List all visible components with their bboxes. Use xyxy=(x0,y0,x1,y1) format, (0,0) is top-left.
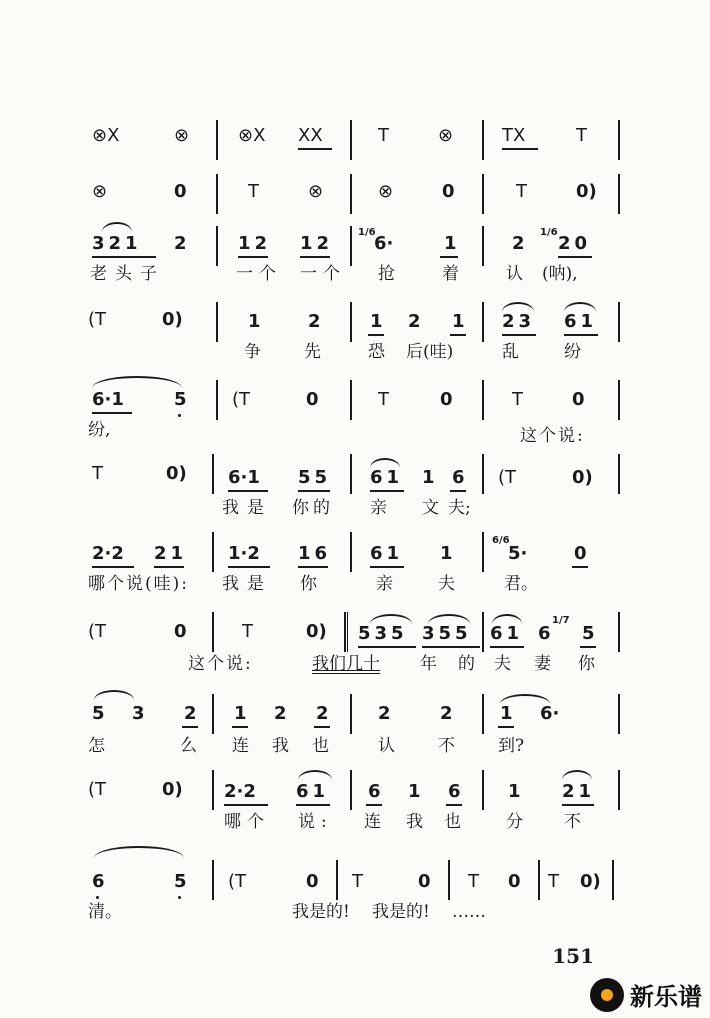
barline xyxy=(350,302,352,342)
lyric: 妻 xyxy=(534,654,551,674)
lyric: 夫; xyxy=(448,498,471,518)
note: T xyxy=(242,621,253,642)
underline xyxy=(228,566,270,568)
note: 0 xyxy=(418,871,431,892)
underline xyxy=(564,334,598,336)
double-barline xyxy=(344,612,348,652)
lyric: 恐 xyxy=(368,342,385,362)
note: 0 xyxy=(508,871,521,892)
lyric: 我是 xyxy=(222,498,272,518)
note: T xyxy=(92,463,103,484)
barline xyxy=(618,612,620,652)
barline xyxy=(350,380,352,420)
note: (T xyxy=(228,871,247,892)
note: 0) xyxy=(572,467,593,488)
note: 2 xyxy=(308,311,321,332)
barline xyxy=(212,454,214,494)
underline xyxy=(92,256,156,258)
underline xyxy=(558,256,592,258)
lyric: 清。 xyxy=(88,902,122,922)
grace-note: 1/6 xyxy=(358,227,376,238)
lyric: 到? xyxy=(498,736,525,756)
note: 1 xyxy=(422,467,435,488)
underline xyxy=(300,256,330,258)
lyric: 后(哇) xyxy=(406,342,454,362)
lyric: 不 xyxy=(438,736,455,756)
barline xyxy=(618,770,620,810)
lyric: 么 xyxy=(180,736,197,756)
note: T xyxy=(352,871,363,892)
slur xyxy=(92,376,182,388)
barline xyxy=(482,120,484,160)
record-disc-icon xyxy=(590,978,624,1012)
underline xyxy=(422,646,480,648)
note: 6 xyxy=(92,871,105,892)
lyric: 哪个说(哇): xyxy=(88,574,189,594)
note: ⊗ xyxy=(378,181,394,202)
barline xyxy=(618,380,620,420)
note: 61 xyxy=(490,623,524,644)
lyric: 怎 xyxy=(88,736,105,756)
grace-note: 1/6 xyxy=(540,227,558,238)
lyric: 连 xyxy=(232,736,249,756)
underline xyxy=(580,646,596,648)
note: 0) xyxy=(166,463,187,484)
barline xyxy=(350,454,352,494)
slur xyxy=(298,770,332,780)
barline xyxy=(216,302,218,342)
note: 61 xyxy=(370,543,404,564)
note: T xyxy=(516,181,527,202)
underline xyxy=(298,148,332,150)
lyric: 认 xyxy=(506,264,523,284)
lyric: 我是 xyxy=(222,574,272,594)
lyric: 不 xyxy=(564,812,581,832)
score-row-8 xyxy=(88,612,628,682)
note: T xyxy=(548,871,559,892)
barline xyxy=(350,226,352,266)
slur xyxy=(94,846,184,858)
note: 1 xyxy=(508,781,521,802)
underline xyxy=(314,726,330,728)
watermark-logo xyxy=(590,977,702,1012)
note: TX xyxy=(502,125,526,146)
barline xyxy=(482,532,484,572)
barline xyxy=(618,302,620,342)
note: 0) xyxy=(162,779,183,800)
lyric: 乱 xyxy=(502,342,519,362)
lyric: 纷, xyxy=(88,420,111,440)
underline xyxy=(370,566,404,568)
page-number: 151 xyxy=(552,944,594,968)
barline xyxy=(216,226,218,266)
note: 2 xyxy=(274,703,287,724)
note: 6· xyxy=(374,233,394,254)
score-row-4 xyxy=(88,302,628,372)
note: T xyxy=(248,181,259,202)
note: 2 xyxy=(378,703,391,724)
barline xyxy=(482,174,484,214)
note: 0 xyxy=(440,389,453,410)
note: 61 xyxy=(564,311,598,332)
low-dot xyxy=(96,896,99,899)
note: ⊗ xyxy=(308,181,324,202)
underline xyxy=(298,490,330,492)
barline xyxy=(216,174,218,214)
note: 5 xyxy=(92,703,105,724)
barline xyxy=(212,612,214,652)
note: 6·1 xyxy=(92,389,124,410)
barline xyxy=(350,120,352,160)
note: 2 xyxy=(184,703,197,724)
note: 5· xyxy=(508,543,528,564)
note: ⊗ xyxy=(438,125,454,146)
lyric: 的 xyxy=(458,654,475,674)
underline xyxy=(182,726,198,728)
note: 355 xyxy=(422,623,472,644)
barline xyxy=(216,380,218,420)
barline xyxy=(618,694,620,734)
underline xyxy=(92,566,134,568)
barline xyxy=(482,380,484,420)
note: T xyxy=(576,125,587,146)
note: T xyxy=(378,125,389,146)
note: 1 xyxy=(370,311,383,332)
note: 0 xyxy=(574,543,587,564)
note: 0) xyxy=(306,621,327,642)
note: 535 xyxy=(358,623,408,644)
underline xyxy=(450,490,466,492)
note: ⊗ xyxy=(174,125,190,146)
note: 6· xyxy=(540,703,560,724)
lyric: 这个说: xyxy=(520,426,585,446)
note: XX xyxy=(298,125,323,146)
note: 23 xyxy=(502,311,536,332)
note: (T xyxy=(88,309,107,330)
note: 0) xyxy=(162,309,183,330)
note: 5 xyxy=(174,389,187,410)
underline xyxy=(224,804,268,806)
underline xyxy=(296,804,330,806)
note: 2 xyxy=(512,233,525,254)
note: 1·2 xyxy=(228,543,260,564)
score-row-9 xyxy=(88,690,628,760)
score-row-3 xyxy=(88,222,628,292)
lyric: 一个 xyxy=(236,264,282,284)
low-dot xyxy=(178,896,181,899)
barline xyxy=(350,694,352,734)
note: 0) xyxy=(576,181,597,202)
note: 0 xyxy=(306,389,319,410)
underline xyxy=(370,490,404,492)
note: 6·1 xyxy=(228,467,260,488)
lyric: 先 xyxy=(304,342,321,362)
underline xyxy=(368,334,384,336)
note: 0 xyxy=(306,871,319,892)
lyric: 说: xyxy=(298,812,333,832)
lyric: 你 xyxy=(578,654,595,674)
note: 61 xyxy=(296,781,330,802)
lyric: 你 xyxy=(300,574,317,594)
lyric: 夫 xyxy=(494,654,511,674)
lyric: 亲 xyxy=(376,574,393,594)
score-row-6 xyxy=(88,454,628,524)
note: 2·2 xyxy=(92,543,124,564)
lyric: 也 xyxy=(312,736,329,756)
score-row-2 xyxy=(88,172,628,216)
note: 20 xyxy=(558,233,592,254)
note: 12 xyxy=(238,233,272,254)
lyric: 老头子 xyxy=(90,264,165,284)
barline xyxy=(448,860,450,900)
grace-note: 6/6 xyxy=(492,535,510,546)
underline xyxy=(450,334,466,336)
note: ⊗ xyxy=(92,181,108,202)
lyric: 君。 xyxy=(504,574,538,594)
lyric: 抢 xyxy=(378,264,395,284)
note: 5 xyxy=(582,623,595,644)
note: 1 xyxy=(408,781,421,802)
barline xyxy=(212,860,214,900)
barline xyxy=(350,770,352,810)
lyric: 年 xyxy=(420,654,437,674)
lyric: 这个说: xyxy=(188,654,253,674)
barline xyxy=(212,532,214,572)
barline xyxy=(538,860,540,900)
score-row-7 xyxy=(88,532,628,602)
note: 1 xyxy=(500,703,513,724)
note: 2 xyxy=(440,703,453,724)
barline xyxy=(482,612,484,652)
lyric: 着 xyxy=(442,264,459,284)
barline xyxy=(482,694,484,734)
underline xyxy=(490,646,524,648)
underline xyxy=(572,566,588,568)
lyric: 连 xyxy=(364,812,381,832)
note: 6 xyxy=(368,781,381,802)
note: 0 xyxy=(174,621,187,642)
barline xyxy=(350,174,352,214)
underline xyxy=(366,804,382,806)
note: 12 xyxy=(300,233,334,254)
lyric: 夫 xyxy=(438,574,455,594)
note: 1 xyxy=(440,543,453,564)
note: 61 xyxy=(370,467,404,488)
note: T xyxy=(512,389,523,410)
note: ⊗X xyxy=(92,125,120,146)
score-row-11 xyxy=(88,846,628,922)
lyric: 一个 xyxy=(300,264,346,284)
lyric: 文 xyxy=(422,498,439,518)
barline xyxy=(618,454,620,494)
lyric: 我们几十 xyxy=(312,654,380,674)
underline xyxy=(238,256,268,258)
note: 2 xyxy=(174,233,187,254)
underline xyxy=(232,726,248,728)
barline xyxy=(482,770,484,810)
lyric: …… xyxy=(452,902,486,922)
underline xyxy=(228,490,268,492)
lyric: 纷 xyxy=(564,342,581,362)
note: 6 xyxy=(452,467,465,488)
note: 0 xyxy=(174,181,187,202)
lyric: 哪个 xyxy=(224,812,270,832)
note: 1 xyxy=(248,311,261,332)
note: 5 xyxy=(174,871,187,892)
note: 2 xyxy=(316,703,329,724)
note: 21 xyxy=(154,543,188,564)
barline xyxy=(618,174,620,214)
note: 1 xyxy=(452,311,465,332)
note: 0 xyxy=(572,389,585,410)
slur xyxy=(562,770,592,780)
note: ⊗X xyxy=(238,125,266,146)
underline xyxy=(502,148,538,150)
note: 6 xyxy=(448,781,461,802)
note: T xyxy=(468,871,479,892)
barline xyxy=(482,226,484,266)
note: 2 xyxy=(408,311,421,332)
barline xyxy=(336,860,338,900)
score-row-10 xyxy=(88,770,628,840)
note: (T xyxy=(498,467,517,488)
lyric: 亲 xyxy=(370,498,387,518)
note: 6 xyxy=(538,623,551,644)
lyric: 我是的! xyxy=(292,902,350,922)
lyric: 你的 xyxy=(292,498,334,518)
barline xyxy=(482,454,484,494)
underline xyxy=(154,566,184,568)
note: T xyxy=(378,389,389,410)
lyric: 我是的! xyxy=(372,902,430,922)
note: 2·2 xyxy=(224,781,256,802)
score-row-5 xyxy=(88,376,628,446)
note: 0 xyxy=(442,181,455,202)
lyric: 我 xyxy=(406,812,423,832)
barline xyxy=(618,120,620,160)
underline xyxy=(446,804,462,806)
note: 1 xyxy=(444,233,457,254)
underline xyxy=(298,566,328,568)
underline xyxy=(440,256,458,258)
note: 1 xyxy=(234,703,247,724)
barline xyxy=(212,770,214,810)
barline xyxy=(212,694,214,734)
slur xyxy=(102,222,132,232)
note: 21 xyxy=(562,781,596,802)
note: 0) xyxy=(580,871,601,892)
underline xyxy=(502,334,536,336)
lyric: 也 xyxy=(444,812,461,832)
slur xyxy=(94,690,134,700)
lyric: 我 xyxy=(272,736,289,756)
lyric: 认 xyxy=(378,736,395,756)
lyric: 争 xyxy=(244,342,261,362)
note: 55 xyxy=(298,467,332,488)
note: (T xyxy=(88,779,107,800)
score-row-1 xyxy=(88,120,628,164)
underline xyxy=(562,804,594,806)
note: (T xyxy=(88,621,107,642)
note: 3 xyxy=(132,703,145,724)
underline xyxy=(498,726,514,728)
grace-note: 1/7 xyxy=(552,615,570,626)
barline xyxy=(350,532,352,572)
note: 321 xyxy=(92,233,142,254)
lyric: (呐), xyxy=(542,264,578,284)
lyric: 分 xyxy=(506,812,523,832)
note: (T xyxy=(232,389,251,410)
barline xyxy=(612,860,614,900)
low-dot xyxy=(178,414,181,417)
note: 16 xyxy=(298,543,332,564)
underline xyxy=(92,412,132,414)
barline xyxy=(216,120,218,160)
barline xyxy=(482,302,484,342)
logo-text: 新乐谱 xyxy=(630,983,702,1011)
underline xyxy=(358,646,416,648)
